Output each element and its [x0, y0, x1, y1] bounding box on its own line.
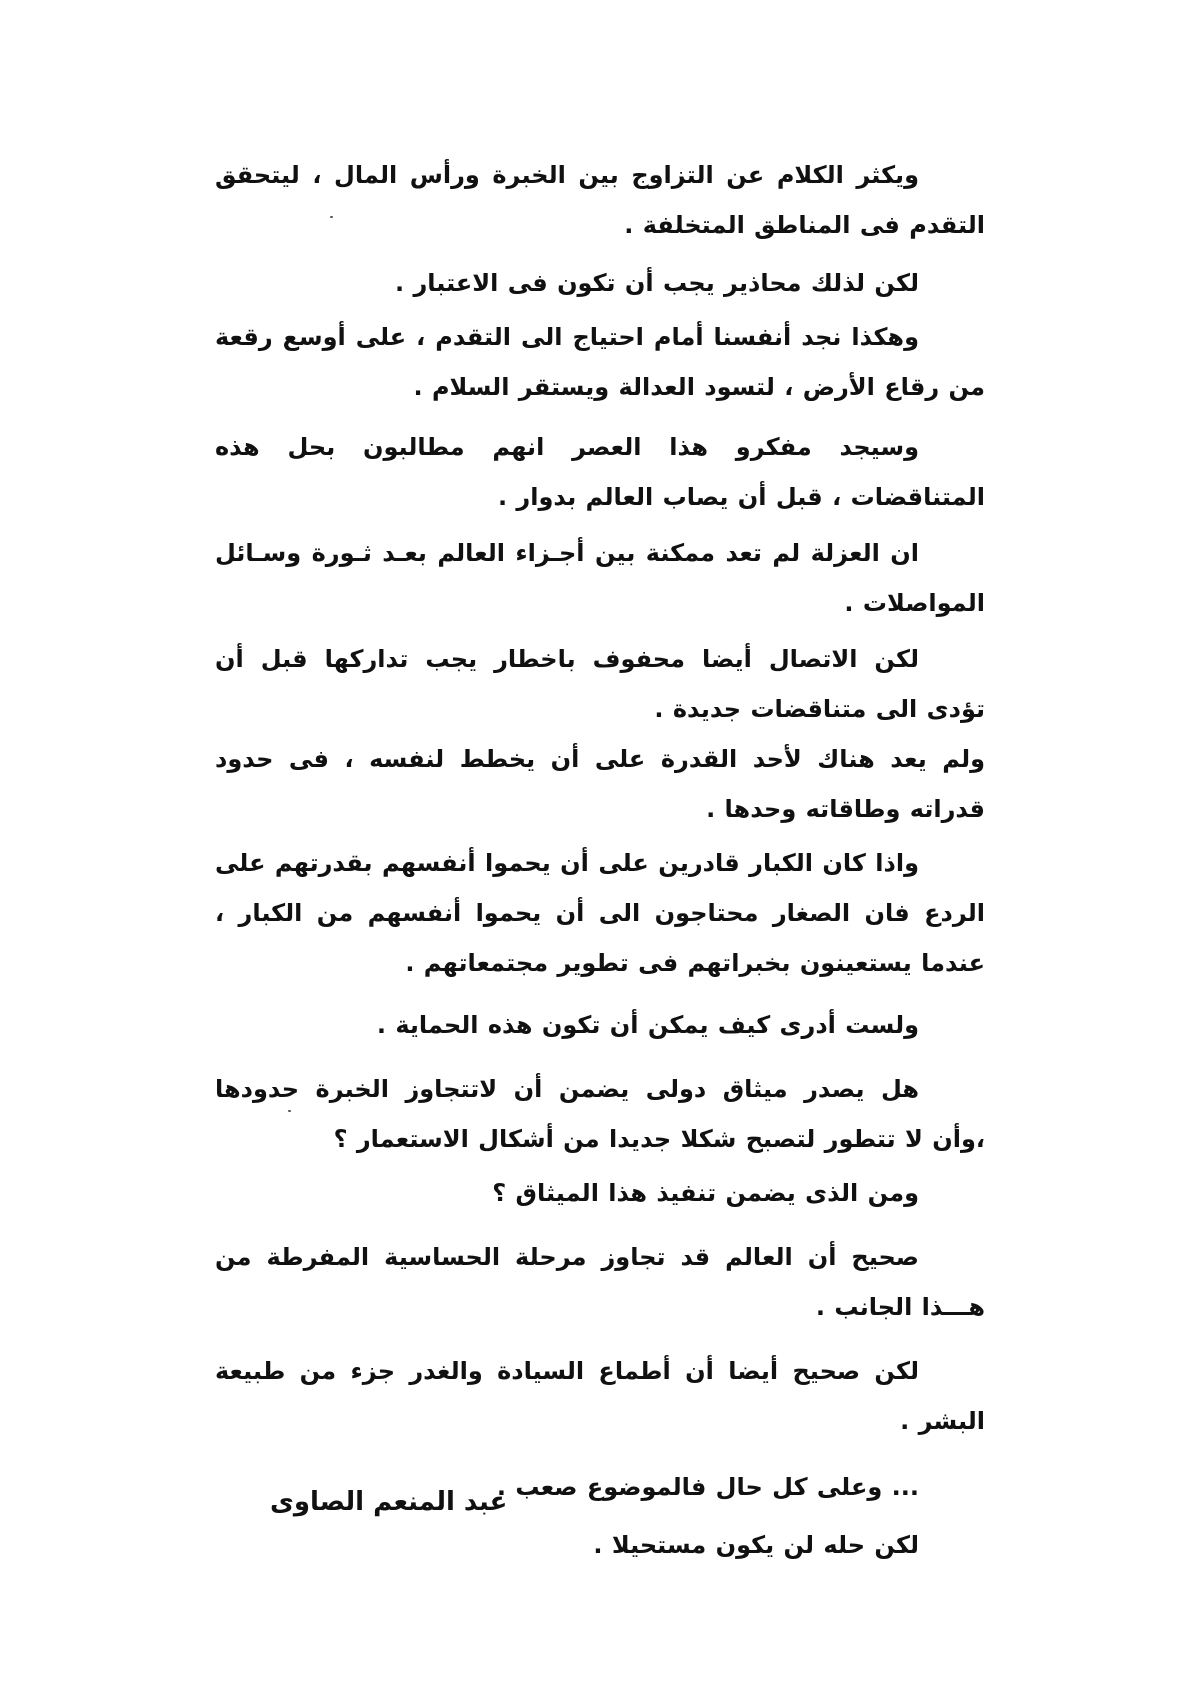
paragraph-12: صحيح أن العالم قد تجاوز مرحلة الحساسية المفرطة من هـــذا الجانب . — [215, 1243, 985, 1321]
paragraph-2: لكن لذلك محاذير يجب أن تكون فى الاعتبار . — [394, 269, 919, 297]
paragraph-13: لكن صحيح أيضا أن أطماع السيادة والغدر جزء من طبيعة البشر . — [215, 1357, 985, 1435]
paragraph-14: ... وعلى كل حال فالموضوع صعب . — [496, 1473, 919, 1501]
paragraph-15: لكن حله لن يكون مستحيلا . — [593, 1531, 919, 1559]
paragraph-4: وسيجد مفكرو هذا العصر انهم مطالبون بحل هذه المتناقضات ، قبل أن يصاب العالم بدوار . — [215, 433, 985, 511]
paragraph-9: ولست أدرى كيف يمكن أن تكون هذه الحماية . — [376, 1011, 919, 1039]
author-signature: عبد المنعم الصاوى — [270, 1487, 508, 1517]
paragraph-5: ان العزلة لم تعد ممكنة بين أجـزاء العالم بعـد ثـورة وسـائل المواصلات . — [215, 539, 985, 617]
paragraph-3: وهكذا نجد أنفسنا أمام احتياج الى التقدم ، على أوسع رقعة من رقاع الأرض ، لتسود العدالة ويستقر السلام . — [215, 323, 985, 401]
paragraph-7: ولم يعد هناك لأحد القدرة على أن يخطط لنفسه ، فى حدود قدراته وطاقاته وحدها . — [215, 745, 985, 823]
paragraph-10: هل يصدر ميثاق دولى يضمن أن لاتتجاوز الخبرة حدودها ،وأن لا تتطور لتصبح شكلا جديدا من أشكال الاستعمار ؟ — [215, 1075, 985, 1153]
paragraph-8: واذا كان الكبار قادرين على أن يحموا أنفسهم بقدرتهم على الردع فان الصغار محتاجون الى أن يحموا أنفسهم من الكبار ، عندما يستعينون بخبراتهم فى تطوير مجتمعاتهم . — [215, 849, 985, 977]
scan-speck — [288, 1110, 291, 1112]
scan-speck — [330, 216, 333, 218]
paragraph-6: لكن الاتصال أيضا محفوف باخطار يجب تداركها قبل أن تؤدى الى متناقضات جديدة . — [215, 645, 985, 723]
paragraph-1: ويكثر الكلام عن التزاوج بين الخبرة ورأس المال ، ليتحقق التقدم فى المناطق المتخلفة . — [215, 161, 985, 239]
article-body — [215, 150, 985, 1570]
paragraph-11: ومن الذى يضمن تنفيذ هذا الميثاق ؟ — [492, 1179, 919, 1207]
